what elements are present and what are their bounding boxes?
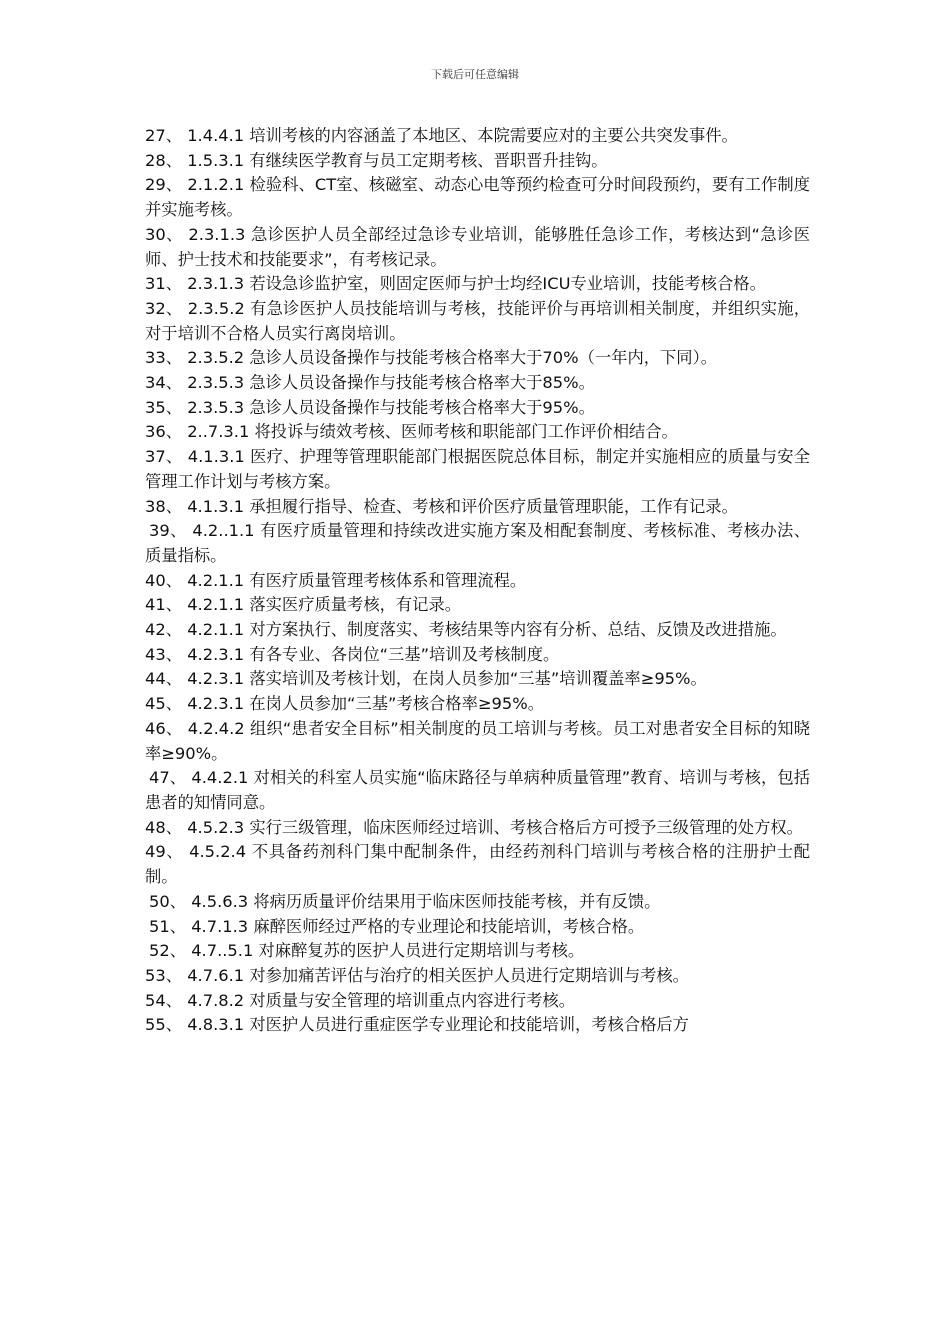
item-text: 不具备药剂科门集中配制条件，由经药剂科门培训与考核合格的注册护士配制。 <box>145 842 810 887</box>
item-number: 46、 <box>145 718 183 738</box>
item-code: 4.2.3.1 <box>187 694 245 714</box>
list-item <box>145 272 810 297</box>
item-code: 4.4.2.1 <box>191 768 249 788</box>
item-code: 4.2.1.1 <box>187 595 245 615</box>
item-code: 2.1.2.1 <box>187 175 245 195</box>
item-number: 39、 <box>149 521 187 541</box>
list-item <box>145 569 810 594</box>
list-item <box>145 396 810 421</box>
list-item <box>145 890 810 915</box>
item-number: 42、 <box>145 620 182 640</box>
item-text: 对质量与安全管理的培训重点内容进行考核。 <box>249 990 575 1010</box>
list-item <box>145 915 810 940</box>
item-code: 4.7.1.3 <box>191 916 249 936</box>
item-number: 49、 <box>145 842 184 862</box>
list-item <box>145 124 810 149</box>
item-text: 医疗、护理等管理职能部门根据医院总体目标，制定并实施相应的质量与安全管理工作计划与考核方案。 <box>145 447 810 491</box>
item-number: 52、 <box>149 941 186 961</box>
item-code: 4.2.1.1 <box>187 620 245 640</box>
item-number: 37、 <box>145 447 183 467</box>
item-text: 将投诉与绩效考核、医师考核和职能部门工作评价相结合。 <box>254 422 678 442</box>
list-item <box>145 445 810 494</box>
item-text: 在岗人员参加“三基”考核合格率≥95%。 <box>249 694 544 714</box>
item-code: 4.7.6.1 <box>187 965 245 985</box>
item-text: 落实医疗质量考核，有记录。 <box>249 595 462 615</box>
item-code: 2.3.5.3 <box>187 397 245 417</box>
item-text: 急诊医护人员全部经过急诊专业培训，能够胜任急诊工作，考核达到“急诊医师、护士技术和技能要求”，有考核记录。 <box>145 224 810 269</box>
item-code: 4.2.4.2 <box>187 718 245 738</box>
item-number: 33、 <box>145 348 182 368</box>
item-text: 有医疗质量管理考核体系和管理流程。 <box>249 570 527 590</box>
item-number: 35、 <box>145 397 182 417</box>
list-item <box>145 346 810 371</box>
item-text: 麻醉医师经过严格的专业理论和技能培训，考核合格。 <box>253 916 645 936</box>
item-text: 对麻醉复苏的医护人员进行定期培训与考核。 <box>258 941 585 961</box>
list-item <box>145 1013 810 1038</box>
list-item <box>145 593 810 618</box>
item-code: 2..7.3.1 <box>187 422 250 442</box>
item-text: 有继续医学教育与员工定期考核、晋职晋升挂钩。 <box>249 150 608 170</box>
list-item <box>145 766 810 815</box>
item-text: 有医疗质量管理和持续改进实施方案及相配套制度、考核标准、考核办法、质量指标。 <box>145 521 810 565</box>
item-text: 对参加痛苦评估与治疗的相关医护人员进行定期培训与考核。 <box>249 965 689 985</box>
list-item <box>145 939 810 964</box>
list-item <box>145 149 810 174</box>
item-number: 47、 <box>149 768 187 788</box>
item-code: 4.2.1.1 <box>187 570 245 590</box>
item-number: 48、 <box>145 817 182 837</box>
item-code: 2.3.5.2 <box>187 298 245 318</box>
item-text: 将病历质量评价结果用于临床医师技能考核，并有反馈。 <box>253 891 661 911</box>
list-item <box>145 297 810 346</box>
item-number: 55、 <box>145 1015 182 1035</box>
list-item <box>145 964 810 989</box>
item-number: 31、 <box>145 274 182 294</box>
list-item <box>145 692 810 717</box>
item-number: 38、 <box>145 496 182 516</box>
item-code: 4.1.3.1 <box>187 496 245 516</box>
item-text: 实行三级管理，临床医师经过培训、考核合格后方可授予三级管理的处方权。 <box>249 817 803 837</box>
item-text: 急诊人员设备操作与技能考核合格率大于70%（一年内，下同）。 <box>249 348 717 368</box>
item-number: 36、 <box>145 422 182 442</box>
item-number: 30、 <box>145 224 183 244</box>
item-code: 2.3.1.3 <box>188 224 246 244</box>
item-code: 4.5.2.3 <box>187 817 245 837</box>
item-number: 40、 <box>145 570 182 590</box>
item-code: 4.2.3.1 <box>187 644 245 664</box>
document-body <box>145 124 810 1038</box>
list-item <box>145 989 810 1014</box>
item-code: 4.1.3.1 <box>187 447 245 467</box>
list-item <box>145 371 810 396</box>
item-text: 对方案执行、制度落实、考核结果等内容有分析、总结、反馈及改进措施。 <box>249 620 787 640</box>
list-item <box>145 223 810 272</box>
item-number: 54、 <box>145 990 182 1010</box>
item-code: 4.8.3.1 <box>187 1015 245 1035</box>
item-code: 2.3.5.3 <box>187 373 245 393</box>
item-text: 急诊人员设备操作与技能考核合格率大于95%。 <box>249 397 595 417</box>
item-text: 有急诊医护人员技能培训与考核，技能评价与再培训相关制度，并组织实施，对于培训不合格人员实行离岗培训。 <box>145 298 810 343</box>
item-number: 53、 <box>145 965 182 985</box>
item-code: 2.3.5.2 <box>187 348 245 368</box>
item-text: 有各专业、各岗位“三基”培训及考核制度。 <box>249 644 560 664</box>
item-text: 组织“患者安全目标”相关制度的员工培训与考核。员工对患者安全目标的知晓率≥90%。 <box>145 718 811 763</box>
item-number: 43、 <box>145 644 182 664</box>
item-text: 检验科、CT室、核磁室、动态心电等预约检查可分时间段预约，要有工作制度并实施考核。 <box>145 175 810 220</box>
list-item <box>145 840 810 889</box>
item-number: 41、 <box>145 595 182 615</box>
item-code: 2.3.1.3 <box>187 274 245 294</box>
list-item <box>145 495 810 520</box>
item-number: 34、 <box>145 373 182 393</box>
item-text: 承担履行指导、检查、考核和评价医疗质量管理职能，工作有记录。 <box>249 496 738 516</box>
list-item <box>145 643 810 668</box>
item-number: 45、 <box>145 694 182 714</box>
list-item <box>145 618 810 643</box>
item-code: 4.5.6.3 <box>191 891 249 911</box>
item-number: 29、 <box>145 175 183 195</box>
list-item <box>145 816 810 841</box>
item-text: 对相关的科室人员实施“临床路径与单病种质量管理”教育、培训与考核，包括患者的知情同意。 <box>145 768 811 812</box>
list-item <box>145 420 810 445</box>
item-code: 4.5.2.4 <box>189 842 247 862</box>
item-text: 对医护人员进行重症医学专业理论和技能培训，考核合格后方 <box>249 1015 689 1035</box>
item-number: 50、 <box>149 891 186 911</box>
list-item <box>145 173 810 222</box>
item-code: 4.7.8.2 <box>187 990 245 1010</box>
item-number: 27、 <box>145 126 182 145</box>
item-text: 培训考核的内容涵盖了本地区、本院需要应对的主要公共突发事件。 <box>249 126 738 145</box>
item-number: 28、 <box>145 150 182 170</box>
item-code: 4.2..1.1 <box>192 521 255 541</box>
page-header: 下载后可任意编辑 <box>431 68 519 81</box>
item-code: 1.4.4.1 <box>187 126 245 145</box>
item-text: 落实培训及考核计划，在岗人员参加“三基”培训覆盖率≥95%。 <box>249 669 707 689</box>
item-code: 1.5.3.1 <box>187 150 245 170</box>
list-item <box>145 717 810 766</box>
item-code: 4.2.3.1 <box>187 669 245 689</box>
item-text: 若设急诊监护室，则固定医师与护士均经ICU专业培训，技能考核合格。 <box>249 274 766 294</box>
list-item <box>145 667 810 692</box>
item-number: 44、 <box>145 669 182 689</box>
item-number: 51、 <box>149 916 186 936</box>
list-item <box>145 519 810 568</box>
item-number: 32、 <box>145 298 183 318</box>
item-code: 4.7..5.1 <box>191 941 254 961</box>
item-text: 急诊人员设备操作与技能考核合格率大于85%。 <box>249 373 595 393</box>
